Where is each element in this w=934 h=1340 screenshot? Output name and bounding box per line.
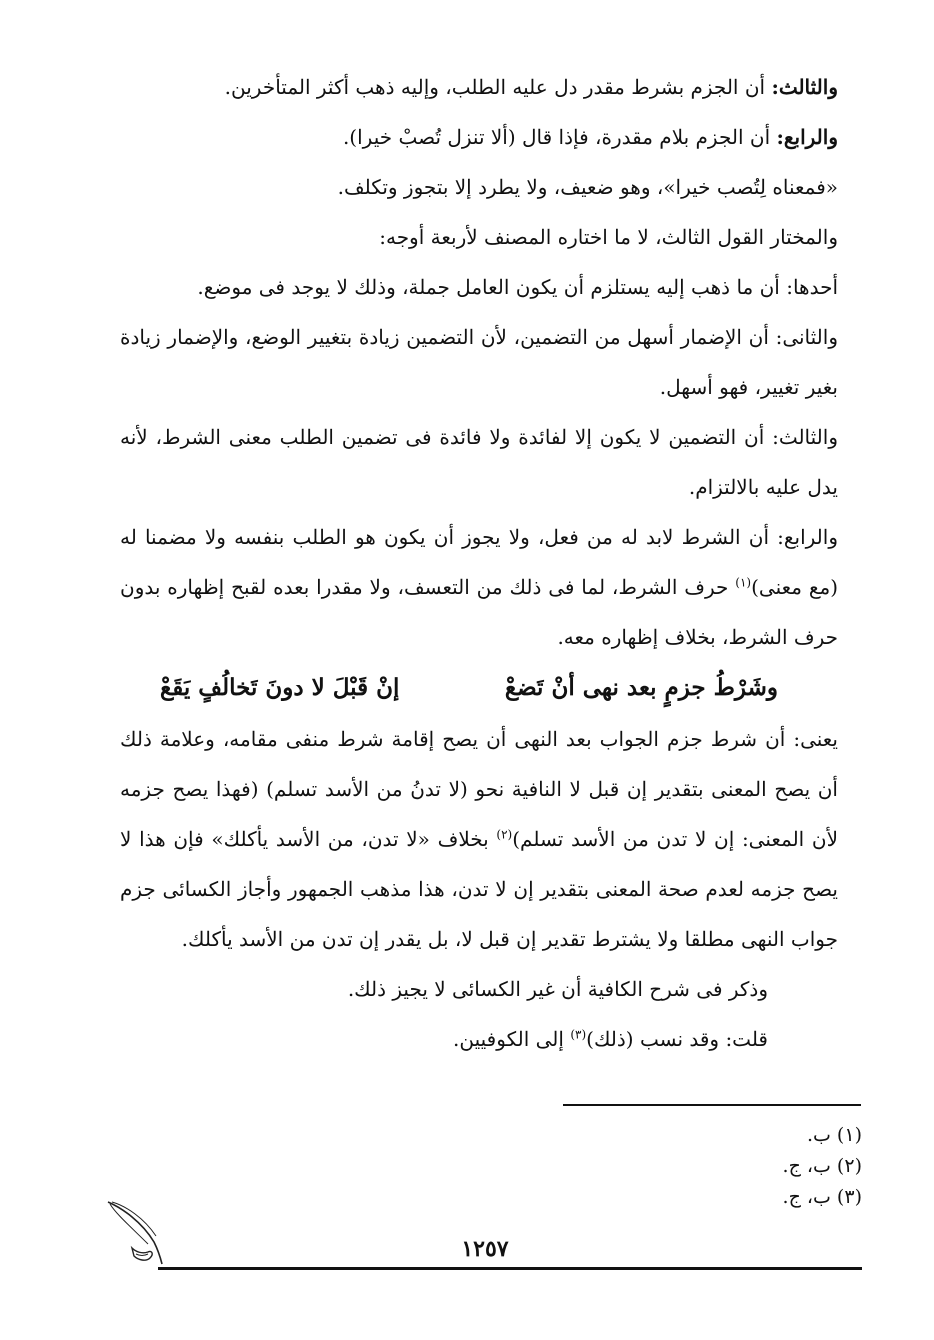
paragraph-text: حرف الشرط، لما فى ذلك من التعسف، ولا مقدرا بعده لقبح إظهاره بدون حرف الشرط، بخلاف إظهاره معه. — [120, 575, 838, 649]
verse-hemistich-right: وشَرْطُ جزمٍ بعد نهى أنْ تَضعْ — [504, 674, 778, 701]
verse-hemistich-left: إنْ قَبْلَ لا دونَ تَخالُفٍ يَقَعْ — [160, 674, 400, 701]
page-number: ١٢٥٧ — [461, 1236, 509, 1262]
paragraph-text: والثانى: أن الإضمار أسهل من التضمين، لأن التضمين زيادة بتغيير الوضع، والإضمار زيادة بغير تغيير، فهو أسهل. — [120, 325, 838, 399]
paragraph-5 — [120, 262, 838, 312]
paragraph-text: وذكر فى شرح الكافية أن غير الكسائى لا يجيز ذلك. — [347, 977, 768, 1001]
paragraph-text: بخلاف «لا تدن، من الأسد يأكلك» فإن هذا لا يصح جزمه لعدم صحة المعنى بتقدير إن لا تدن، هذا مذهب الجمهور وأجاز الكسائى جزم جواب النهى مطلقا ولا يشترط تقدير إن قبل لا، بل يقدر إن تدن من الأسد يأكلك. — [120, 827, 838, 951]
main-text — [120, 62, 838, 1064]
paragraph-1 — [120, 62, 838, 112]
paragraph-text: والرابع: أن الشرط لابد له من فعل، ولا يجوز أن يكون هو الطلب بنفسه ولا مضمنا له (مع معنى) — [120, 525, 839, 599]
footnotes — [600, 1120, 862, 1213]
paragraph-lead: والثالث: — [771, 75, 838, 99]
footnote-ref[interactable]: (٢) — [496, 827, 513, 842]
paragraph-7 — [120, 412, 838, 512]
quill-icon — [102, 1198, 174, 1268]
paragraph-9 — [120, 714, 838, 964]
paragraph-10 — [120, 964, 838, 1014]
paragraph-text: إلى الكوفيين. — [453, 1027, 571, 1051]
footnote-divider — [563, 1104, 861, 1106]
paragraph-text: يعنى: أن شرط جزم الجواب بعد النهى أن يصح إقامة شرط منفى مقامه، وعلامة ذلك أن يصح المعنى بتقدير إن قبل لا النافية نحو (لا تدنُ من الأسد تسلم) (فهذا يصح جزمه لأن المعنى: إن لا تدن من الأسد تسلم) — [120, 727, 839, 851]
paragraph-text: أحدها: أن ما ذهب إليه يستلزم أن يكون العامل جملة، وذلك لا يوجد فى موضع. — [197, 275, 838, 299]
paragraph-text: قلت: وقد نسب (ذلك) — [586, 1027, 768, 1051]
paragraph-lead: والرابع: — [776, 125, 838, 149]
paragraph-6 — [120, 312, 838, 412]
paragraph-3 — [120, 162, 838, 212]
paragraph-text: أن الجزم بلام مقدرة، فإذا قال (ألا تنزل تُصبْ خيرا). — [342, 125, 777, 149]
footnote-2: (٢) ب، ج. — [782, 1155, 862, 1177]
footnote-3: (٣) ب، ج. — [782, 1186, 862, 1208]
footnote-1: (١) ب. — [806, 1124, 862, 1146]
bottom-rule — [158, 1267, 862, 1270]
paragraph-text: أن الجزم بشرط مقدر دل عليه الطلب، وإليه ذهب أكثر المتأخرين. — [224, 75, 772, 99]
paragraph-8 — [120, 512, 838, 662]
verse-line — [120, 662, 838, 714]
footnote-ref[interactable]: (١) — [735, 575, 752, 590]
paragraph-text: والثالث: أن التضمين لا يكون إلا لفائدة ولا فائدة فى تضمين الطلب معنى الشرط، لأنه يدل عليه بالالتزام. — [120, 425, 838, 499]
paragraph-text: «فمعناه لِتُصب خيرا»، وهو ضعيف، ولا يطرد إلا بتجوز وتكلف. — [337, 175, 838, 199]
paragraph-text: والمختار القول الثالث، لا ما اختاره المصنف لأربعة أوجه: — [379, 225, 838, 249]
paragraph-11 — [120, 1014, 838, 1064]
paragraph-4 — [120, 212, 838, 262]
footnote-ref[interactable]: (٣) — [570, 1027, 587, 1042]
paragraph-2 — [120, 112, 838, 162]
